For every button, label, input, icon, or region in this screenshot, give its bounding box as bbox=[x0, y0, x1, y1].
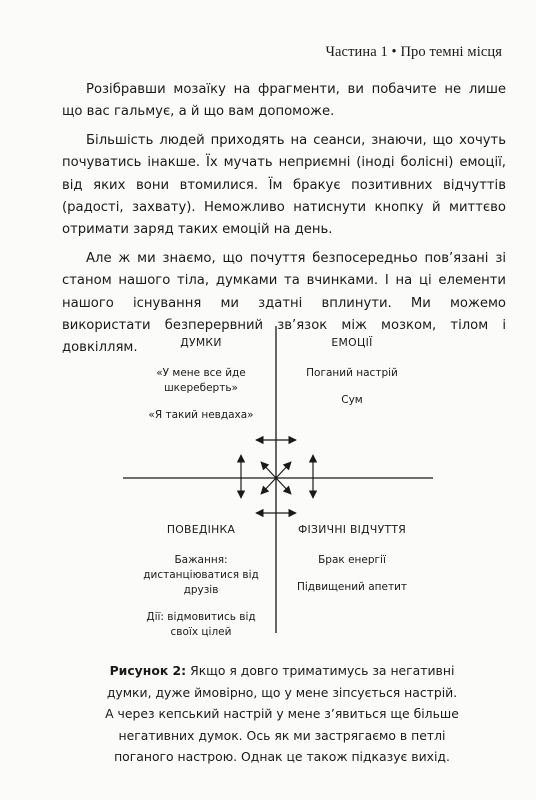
quadrant-thoughts bbox=[138, 335, 264, 435]
arrow-diagonal-1 bbox=[261, 462, 291, 494]
quadrant-item: Брак енергії bbox=[318, 554, 386, 566]
paragraph: Розібравши мозаїку на фрагменти, ви побачите не лише що вас гальмує, а й що вам допоможе. bbox=[62, 82, 506, 120]
quadrant-item: Дії: відмовитись від своїх цілей bbox=[146, 611, 256, 638]
quadrant-item: Бажання: дистанціюватися від друзів bbox=[143, 554, 259, 596]
arrow-diagonal-2 bbox=[261, 462, 291, 494]
paragraph: Але ж ми знаємо, що почуття безпосередньо пов’язані зі станом нашого тіла, думками та вчинками. І на ці елементи нашого існування ми здатні вплинути. Ми можемо використати безперервний зв’язок між мозком, тілом і довкіллям. bbox=[62, 250, 506, 356]
quadrant-title: ФІЗИЧНІ ВІДЧУТТЯ bbox=[297, 523, 407, 536]
body-text bbox=[62, 79, 506, 360]
quadrant-title: ПОВЕДІНКА bbox=[166, 523, 236, 536]
quadrant-item: «Я такий невдаха» bbox=[148, 409, 254, 421]
caption-text: Якщо я довго триматимусь за негативні думки, дуже ймовірно, що у мене зіпсується настрій. А через кепський настрій у мене з’явиться ще більше негативних думок. Ось як ми застрягаємо в петлі поганого настрою. Однак це також підказує вихід. bbox=[105, 663, 459, 764]
figure-caption bbox=[102, 660, 462, 768]
quadrant-title: ЕМОЦІЇ bbox=[331, 336, 373, 349]
paragraph: Більшість людей приходять на сеанси, знаючи, що хочуть почуватись інакше. Їх мучать неприємні (іноді болісні) емоції, від яких вони втомилися. Їм бракує позитивних відчуттів (радості, захвату). Неможливо натиснути кнопку й миттєво отримати заряд таких емоцій на день. bbox=[62, 132, 506, 238]
quadrant-behavior bbox=[134, 522, 268, 652]
quadrant-title: ДУМКИ bbox=[180, 336, 222, 349]
quadrant-physical bbox=[288, 522, 416, 607]
quadrant-item: «У мене все йде шкереберть» bbox=[156, 367, 246, 394]
quadrant-emotions bbox=[292, 335, 412, 420]
quadrant-item: Поганий настрій bbox=[306, 367, 398, 379]
running-head: Частина 1 • Про темні місця bbox=[325, 44, 502, 60]
quadrant-item: Сум bbox=[341, 394, 363, 406]
quadrant-item: Підвищений апетит bbox=[296, 581, 408, 593]
caption-label: Рисунок 2: bbox=[109, 663, 187, 678]
